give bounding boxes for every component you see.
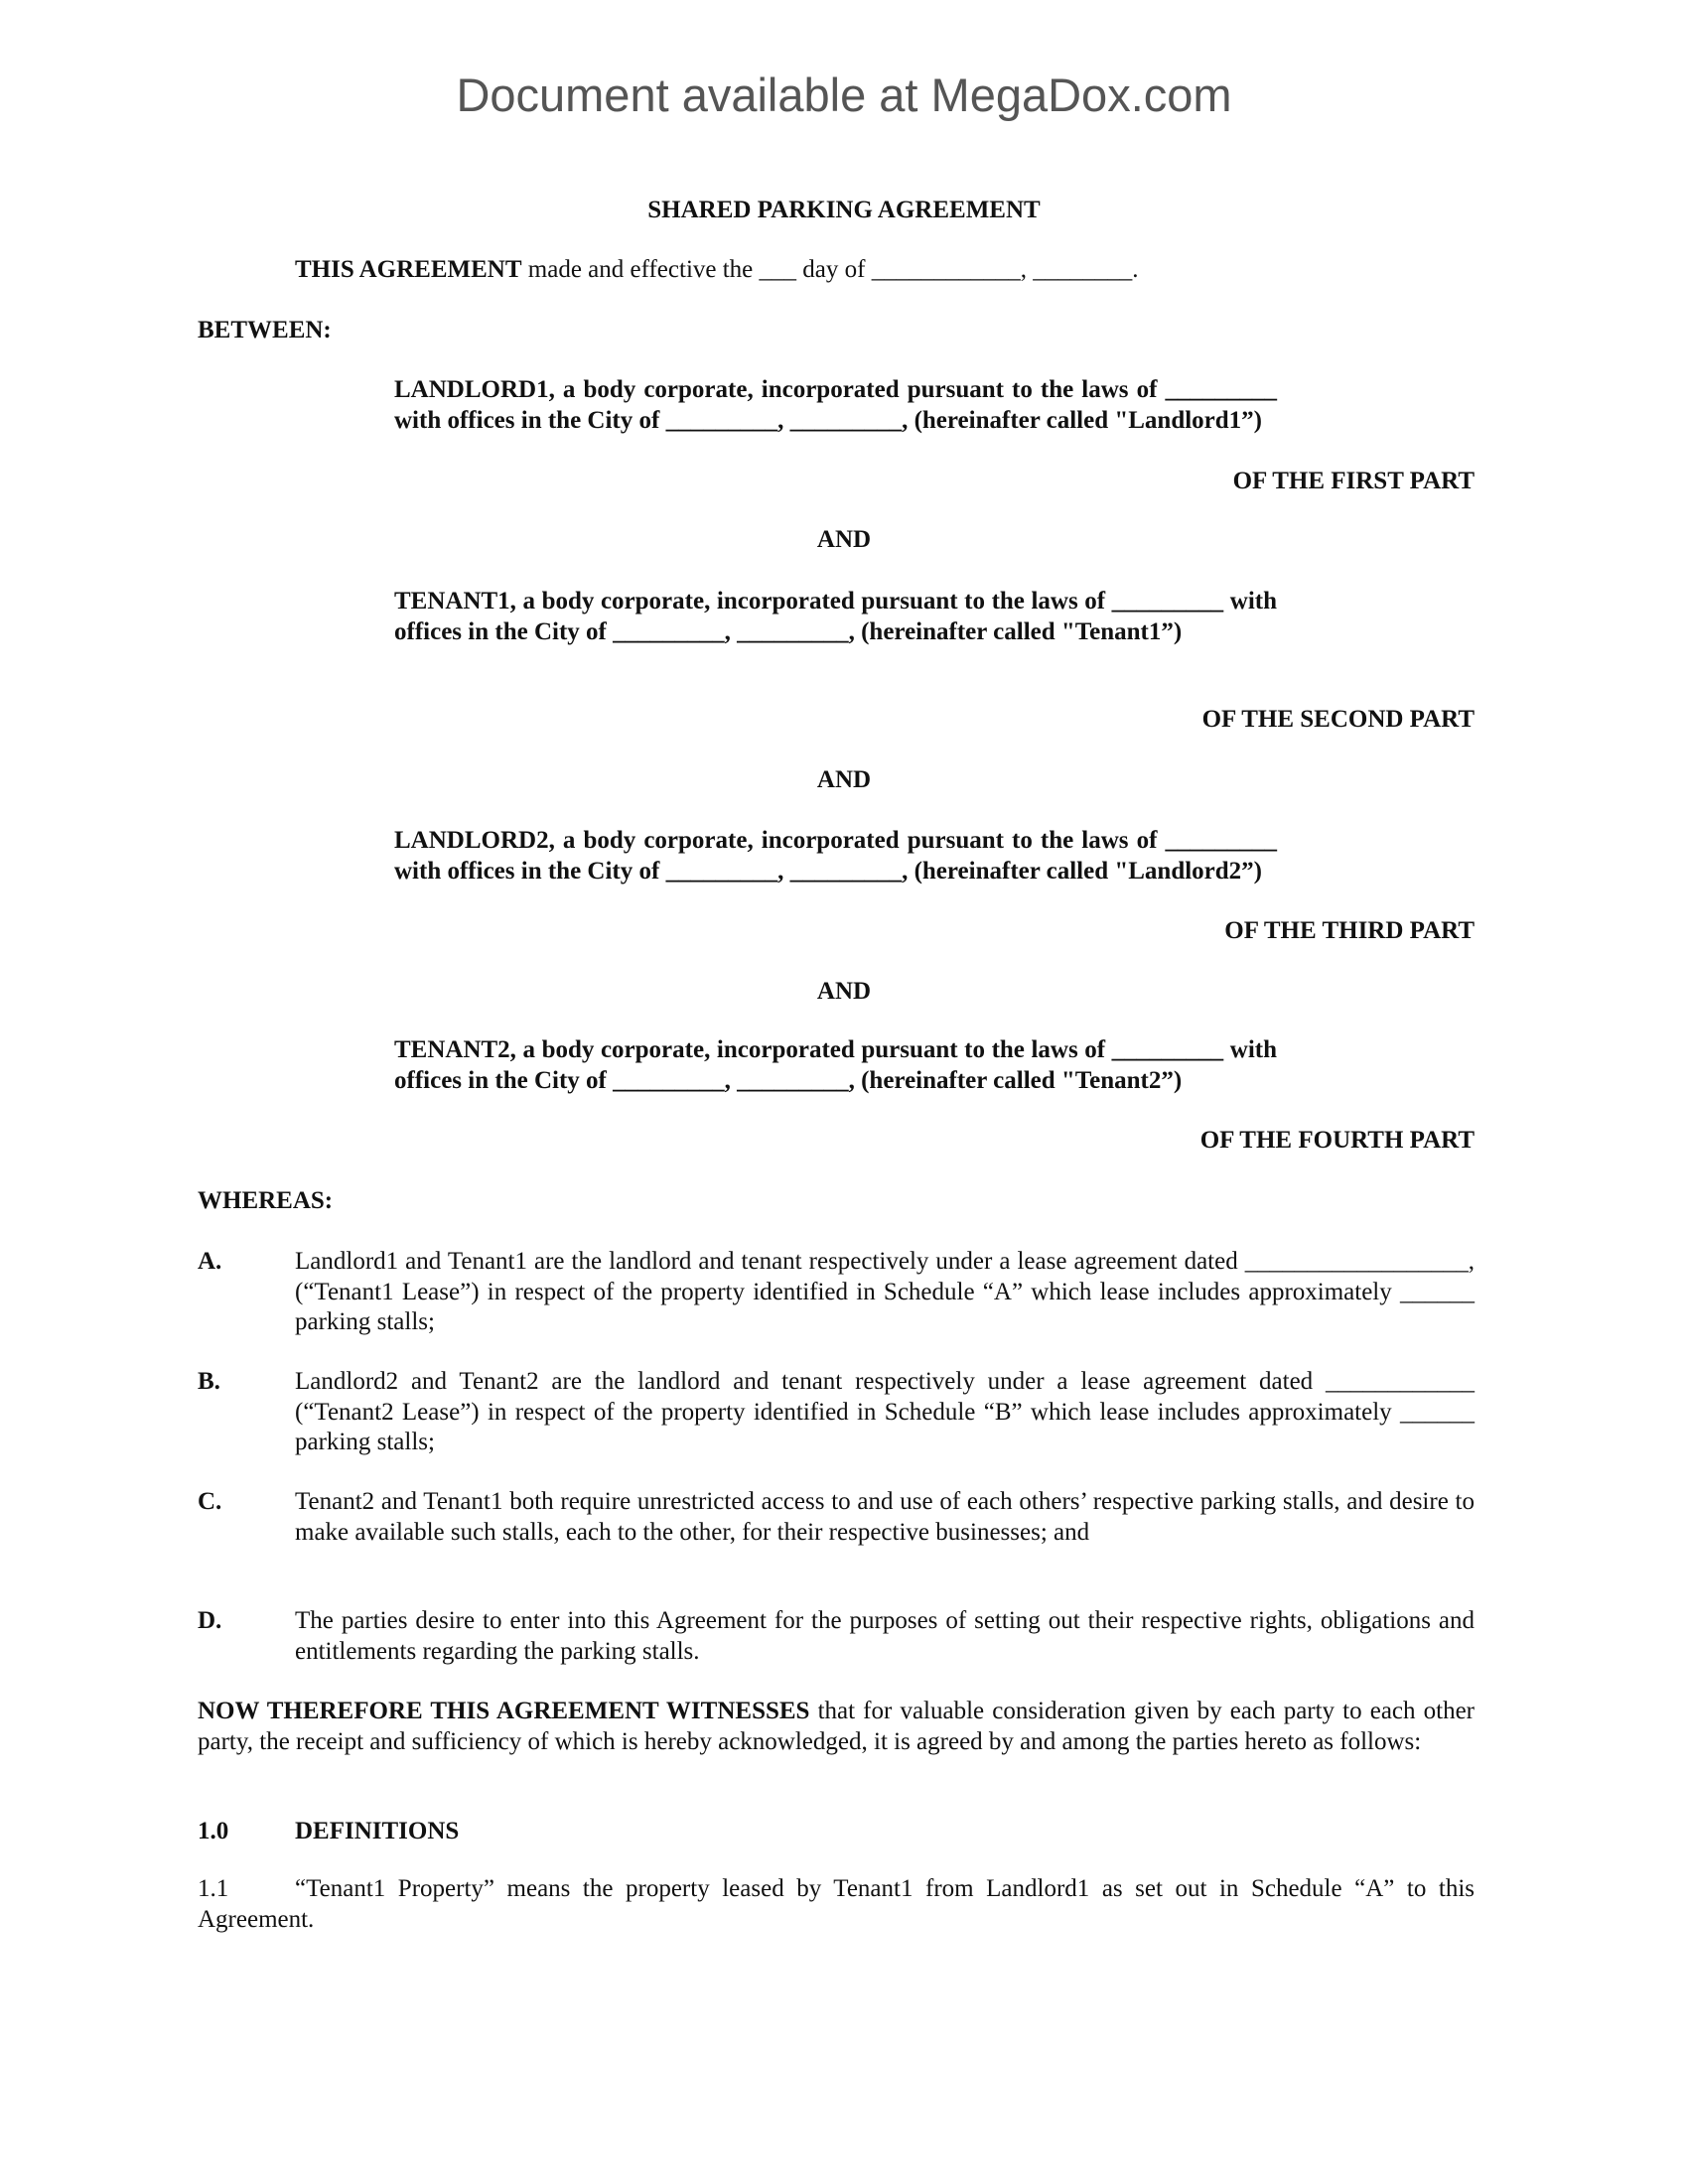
recital-label: C.: [198, 1488, 222, 1515]
clause-text: “Tenant1 Property” means the property leased by Tenant1 from Landlord1 as set out in Schedule “A” to this Agreement.: [198, 1875, 1475, 1933]
party-tenant1: TENANT1, a body corporate, incorporated pursuant to the laws of _________ with offices in the City of _________, _________, (hereinafter called "Tenant1”): [394, 588, 1277, 645]
whereas-label: WHEREAS:: [198, 1187, 334, 1214]
party-landlord2: LANDLORD2, a body corporate, incorporated pursuant to the laws of _________ with offices in the City of _________, _________, (hereinafter called "Landlord2”): [394, 827, 1277, 885]
recital-text: The parties desire to enter into this Agreement for the purposes of setting out their respective rights, obligations and entitlements regarding the parking stalls.: [295, 1607, 1475, 1665]
party-designation-fourth: OF THE FOURTH PART: [1199, 1127, 1475, 1154]
and-separator: AND: [816, 978, 872, 1005]
party-landlord1: LANDLORD1, a body corporate, incorporated pursuant to the laws of _________ with offices in the City of _________, _________, (hereinafter called "Landlord1”): [394, 376, 1277, 434]
witnesses-bold: NOW THEREFORE THIS AGREEMENT WITNESSES: [198, 1698, 810, 1724]
watermark-banner: Document available at MegaDox.com: [456, 68, 1232, 121]
intro-text: made and effective the ___ day of ____________, ________.: [521, 256, 1139, 283]
clause-number: 1.1: [198, 1875, 229, 1902]
party-designation-first: OF THE FIRST PART: [1232, 468, 1475, 494]
recital-label: B.: [198, 1368, 220, 1395]
party-designation-third: OF THE THIRD PART: [1224, 917, 1475, 944]
intro-bold: THIS AGREEMENT: [295, 256, 522, 283]
recital-label: D.: [198, 1607, 222, 1634]
intro-paragraph: [295, 255, 1138, 286]
and-separator: AND: [816, 526, 872, 553]
between-label: BETWEEN:: [198, 317, 332, 343]
recital-text: Landlord2 and Tenant2 are the landlord and tenant respectively under a lease agreement dated ____________ (“Tenant2 Lease”) in respect of the property identified in Schedule “B” which lease includes approximately ______ parking stalls;: [295, 1368, 1475, 1455]
party-designation-second: OF THE SECOND PART: [1201, 706, 1475, 733]
and-separator: AND: [816, 766, 872, 793]
recital-text: Tenant2 and Tenant1 both require unrestricted access to and use of each others’ respective parking stalls, and desire to make available such stalls, each to the other, for their respective businesses; and: [295, 1488, 1475, 1546]
party-tenant2: TENANT2, a body corporate, incorporated pursuant to the laws of _________ with offices in the City of _________, _________, (hereinafter called "Tenant2”): [394, 1036, 1277, 1094]
witnesses-paragraph: [198, 1697, 1475, 1757]
document-title: SHARED PARKING AGREEMENT: [647, 197, 1041, 223]
recital-label: A.: [198, 1248, 222, 1275]
section-title: DEFINITIONS: [295, 1818, 460, 1844]
section-number: 1.0: [198, 1818, 229, 1844]
witnesses-text: that for valuable consideration given by each party to each other party, the receipt and sufficiency of which is hereby acknowledged, it is agreed by and among the parties hereto as follows:: [198, 1698, 1475, 1755]
recital-text: Landlord1 and Tenant1 are the landlord and tenant respectively under a lease agreement dated __________________, (“Tenant1 Lease”) in respect of the property identified in Schedule “A” which lease includes approximately ______ parking stalls;: [295, 1248, 1475, 1335]
